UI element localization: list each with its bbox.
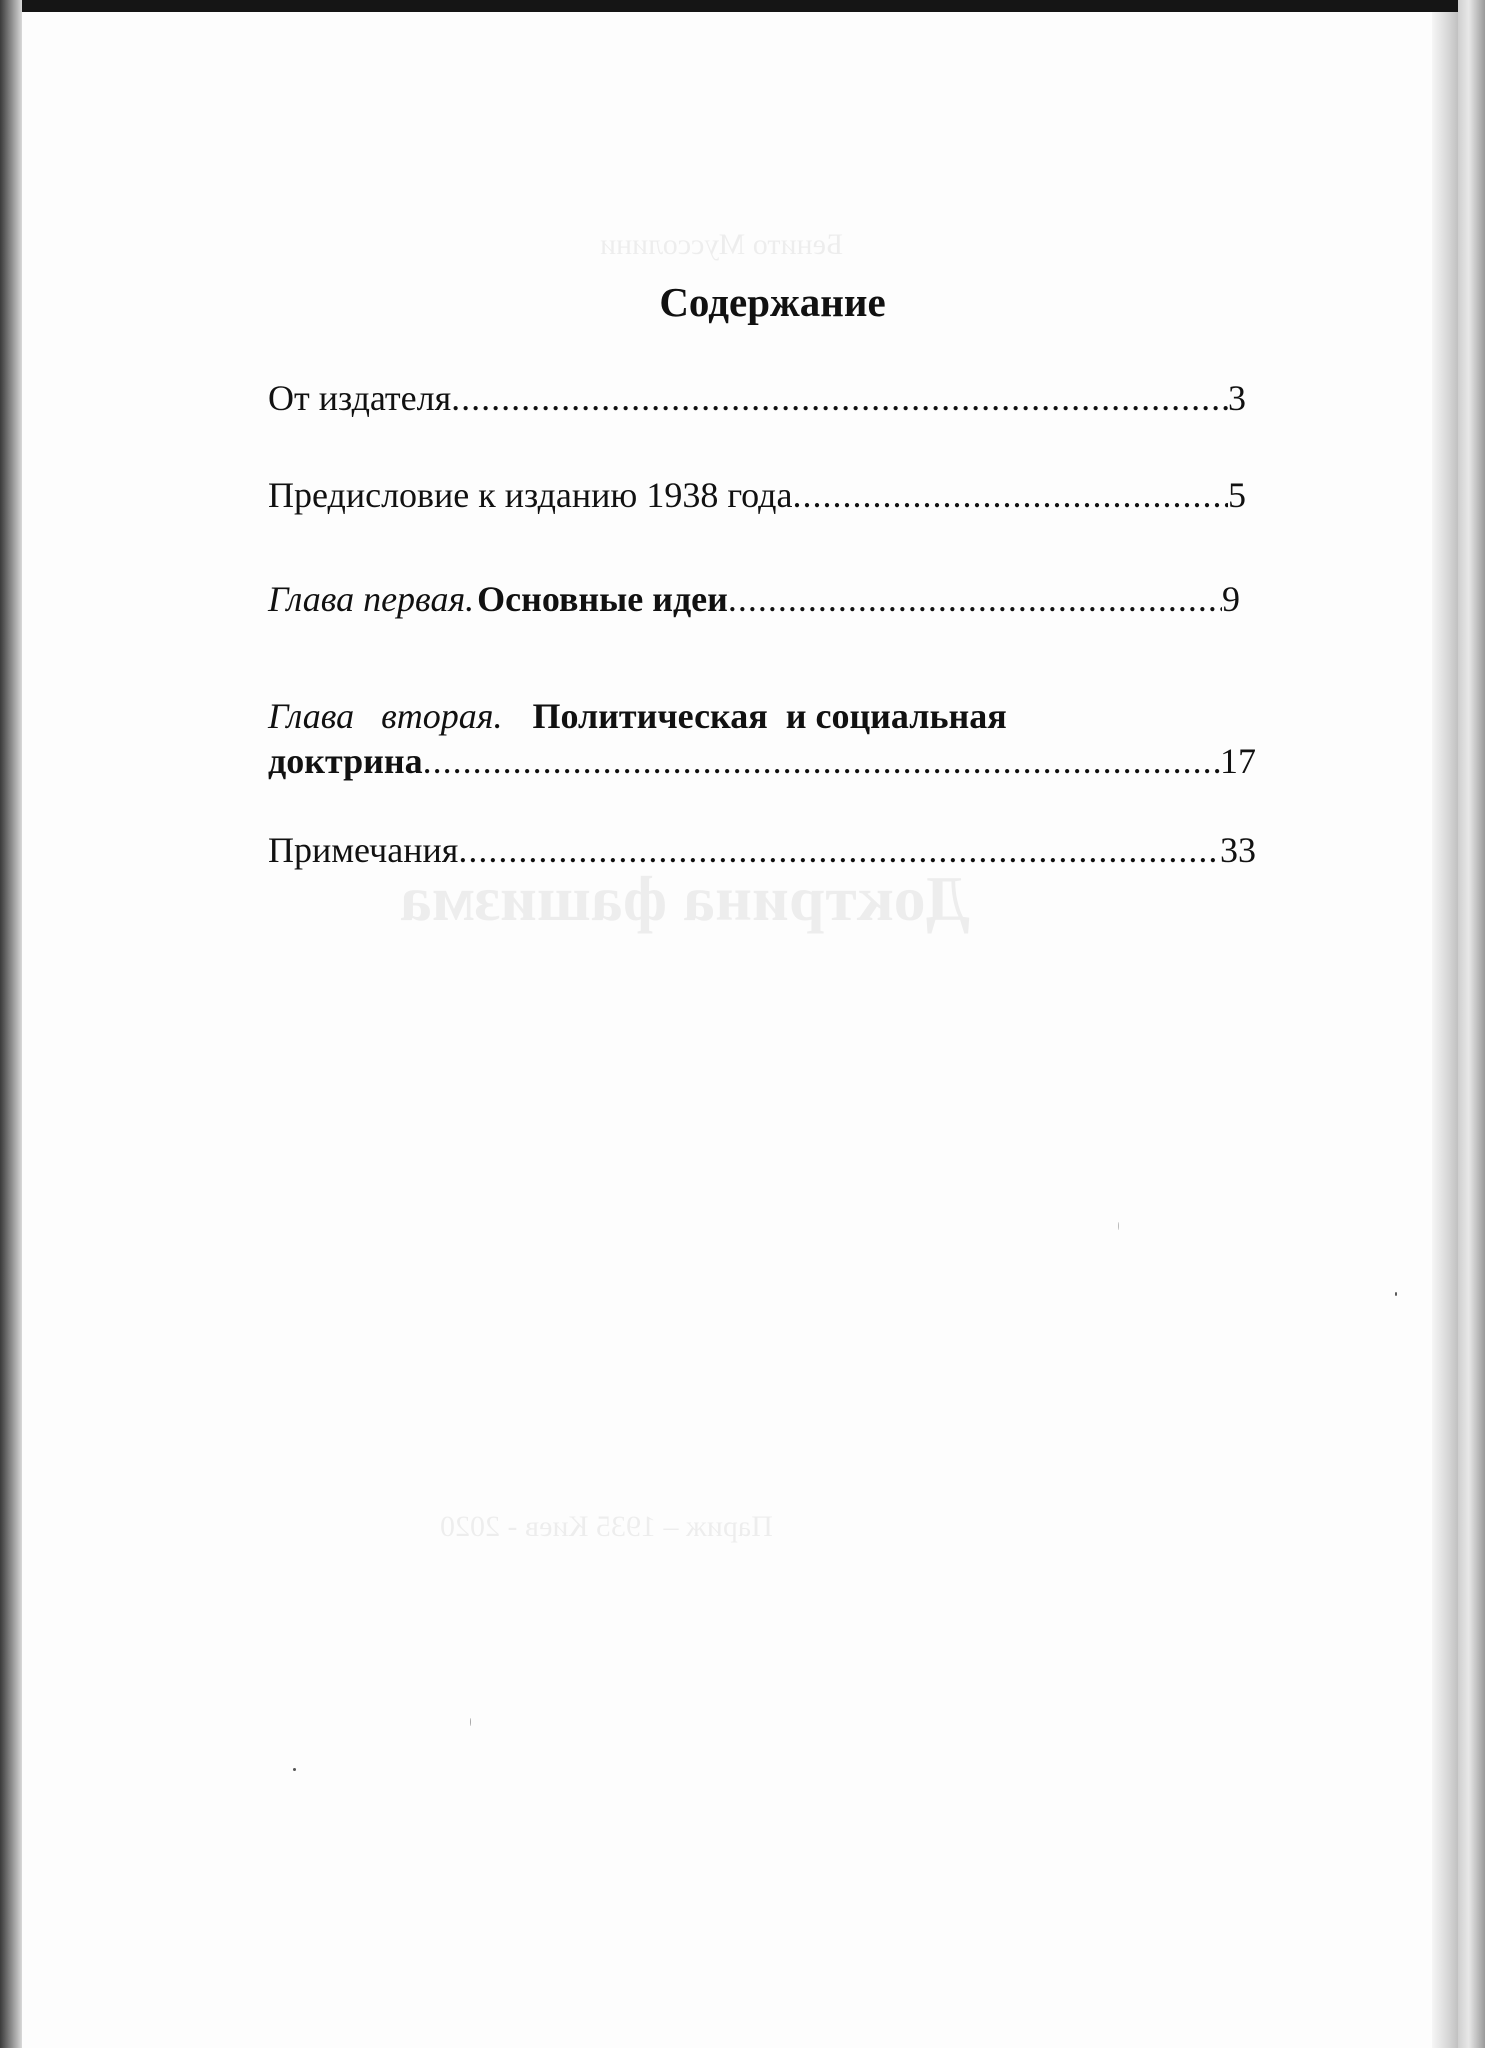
dot-leader [792, 473, 1228, 517]
dust-speck [470, 1718, 471, 1726]
table-of-contents [268, 376, 1258, 870]
contents-heading: Содержание [659, 279, 886, 325]
toc-page-number: 3 [1228, 378, 1246, 418]
chapter-label: Глава вторая. [268, 696, 503, 736]
toc-page-number: 17 [1220, 741, 1256, 781]
toc-entry-publisher-note [268, 376, 1246, 420]
dot-leader [728, 577, 1222, 621]
toc-entry-chapter-two-line2 [268, 739, 1256, 783]
dot-leader [451, 376, 1228, 420]
toc-entry-notes [268, 828, 1256, 872]
dot-leader [423, 739, 1220, 783]
toc-entry-title: От издателя [268, 378, 452, 418]
toc-entry-title: Предисловие к изданию 1938 года [268, 475, 793, 515]
show-through-author: Бенито Муссолини [600, 228, 844, 261]
toc-entry-title: Основные идеи [477, 579, 728, 619]
toc-entry-chapter-two-line1 [268, 694, 1007, 738]
show-through-title: Доктрина фашизма [400, 863, 970, 934]
dot-leader [458, 828, 1220, 872]
dust-speck [293, 1768, 296, 1771]
toc-entry-title: Политическая и социальная [532, 696, 1007, 736]
show-through-imprint: Париж – 1935 Киев - 2020 [440, 1510, 773, 1543]
toc-entry-preface [268, 473, 1246, 517]
toc-entry-chapter-one [268, 577, 1240, 621]
toc-page-number: 33 [1220, 830, 1256, 870]
toc-entry-title: Примечания [268, 830, 459, 870]
toc-page-number: 5 [1228, 475, 1246, 515]
chapter-label: Глава первая. [268, 579, 475, 619]
toc-page-number: 9 [1222, 579, 1240, 619]
dust-speck [1395, 1292, 1397, 1296]
dust-speck [1118, 1222, 1119, 1230]
toc-entry-title-continued: доктрина [268, 741, 423, 781]
